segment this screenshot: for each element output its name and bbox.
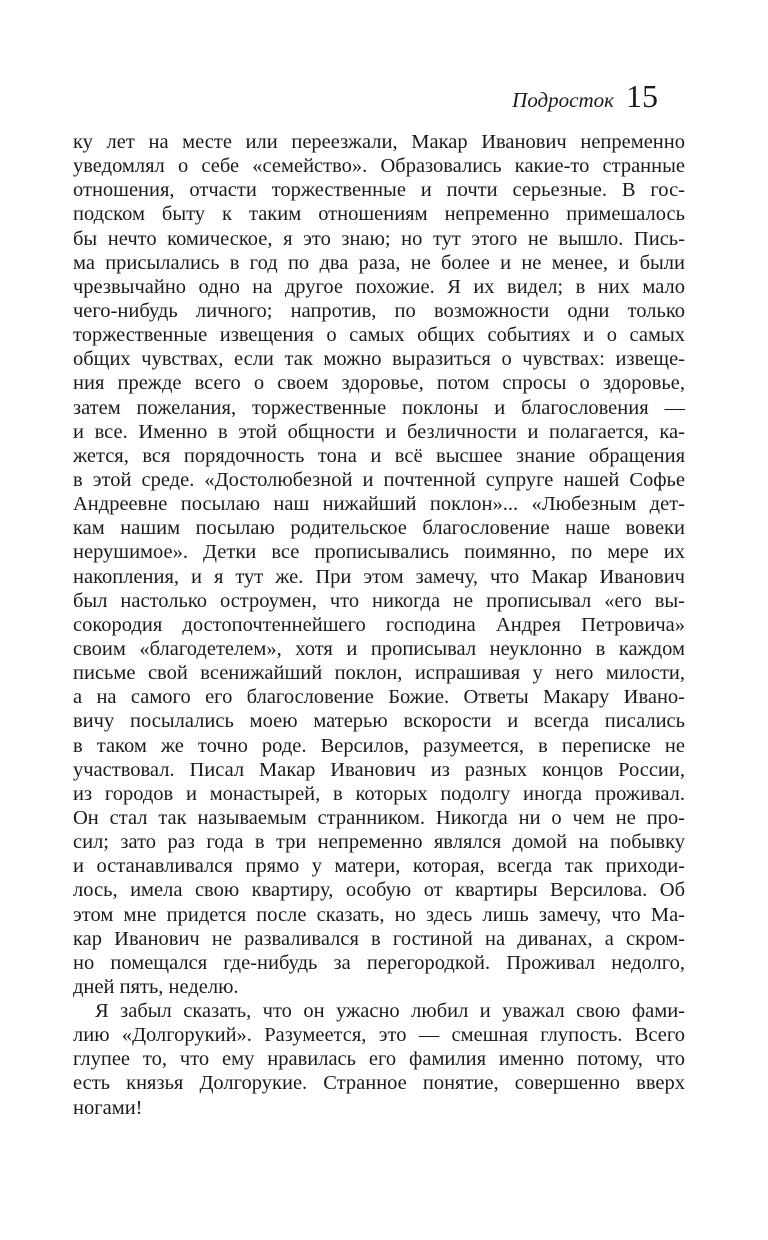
text-line: ногами! [73, 1096, 143, 1119]
text-line: ку лет на месте или переезжали, Макар Иванович непременно [73, 131, 685, 153]
text-line: подском быту к таким отношениям непременно примешалось [73, 203, 685, 226]
text-line: уведомлял о себе «семейство». Образовались какие-то странные [73, 155, 685, 178]
text-line: торжественные извещения о самых общих событиях и о самых [73, 324, 685, 347]
text-line: есть князья Долгорукие. Странное понятие, совершенно вверх [73, 1072, 685, 1095]
text-line: но помещался где-нибудь за перегородкой. Проживал недолго, [73, 951, 685, 974]
text-line: общих чувствах, если так можно выразиться о чувствах: извеще- [73, 348, 685, 371]
text-line: нерушимое». Детки все прописывались поимянно, по мере их [73, 541, 685, 564]
text-line: был настолько остроумен, что никогда не прописывал «его вы- [73, 589, 685, 612]
text-line: глупее то, что ему нравилась его фамилия именно потому, что [73, 1048, 685, 1071]
text-line: Андреевне посылаю наш нижайший поклон»... «Любезным дет- [73, 493, 685, 516]
text-line: Он стал так называемым странником. Никогда ни о чем не про- [73, 806, 685, 829]
text-line: своим «благодетелем», хотя и прописывал неуклонно в каждом [73, 637, 685, 660]
text-line: этом мне придется после сказать, но здесь лишь замечу, что Ма- [73, 903, 685, 926]
text-line: бы нечто комическое, я это знаю; но тут этого не вышло. Пись- [73, 227, 685, 250]
paragraph [73, 130, 685, 999]
text-line: в таком же точно роде. Версилов, разумеется, в переписке не [73, 734, 685, 757]
text-line: жется, вся порядочность тона и всё высшее знание обращения [73, 444, 685, 467]
running-header [512, 78, 658, 115]
text-line: участвовал. Писал Макар Иванович из разных концов России, [73, 758, 685, 781]
text-line: лось, имела свою квартиру, особую от квартиры Версилова. Об [73, 879, 685, 902]
text-line: вичу посылались моею матерью вскорости и всегда писались [73, 710, 685, 733]
text-line: сокородия достопочтеннейшего господина Андрея Петровича» [73, 613, 685, 636]
text-line: кам нашим посылаю родительское благословение наше вовеки [73, 517, 685, 540]
book-title: Подросток [512, 88, 614, 112]
text-line: ма присылались в год по два раза, не более и не менее, и были [73, 251, 685, 274]
text-line: Я забыл сказать, что он ужасно любил и уважал свою фами- [95, 1000, 685, 1023]
page-number: 15 [626, 78, 658, 114]
text-line: а на самого его благословение Божие. Ответы Макару Ивано- [73, 686, 685, 709]
text-line: сил; зато раз года в три непременно являлся домой на побывку [73, 831, 685, 854]
text-line: ния прежде всего о своем здоровье, потом спросы о здоровье, [73, 372, 685, 395]
text-line: чего-нибудь личного; напротив, по возможности одни только [73, 299, 685, 322]
text-line: затем пожелания, торжественные поклоны и благословения — [73, 396, 685, 419]
text-line: отношения, отчасти торжественные и почти серьезные. В гос- [73, 179, 685, 202]
text-line: и останавливался прямо у матери, которая, всегда так приходи- [73, 855, 685, 878]
text-line: в этой среде. «Достолюбезной и почтенной супруге нашей Софье [73, 468, 685, 491]
text-line: чрезвычайно одно на другое похожие. Я их видел; в них мало [73, 275, 685, 298]
text-line: накопления, и я тут же. При этом замечу, что Макар Иванович [73, 565, 685, 588]
text-line: лию «Долгорукий». Разумеется, это — смешная глупость. Всего [73, 1024, 685, 1047]
text-line: кар Иванович не разваливался в гостиной на диванах, а скром- [73, 927, 685, 950]
text-line: письме свой всенижайший поклон, испрашивая у него милости, [73, 662, 685, 685]
body-text [73, 130, 685, 1120]
text-line: и все. Именно в этой общности и безличности и полагается, ка- [73, 420, 685, 443]
text-line: из городов и монастырей, в которых подолгу иногда проживал. [73, 782, 685, 805]
text-line: дней пять, неделю. [73, 975, 239, 998]
paragraph [73, 999, 685, 1120]
